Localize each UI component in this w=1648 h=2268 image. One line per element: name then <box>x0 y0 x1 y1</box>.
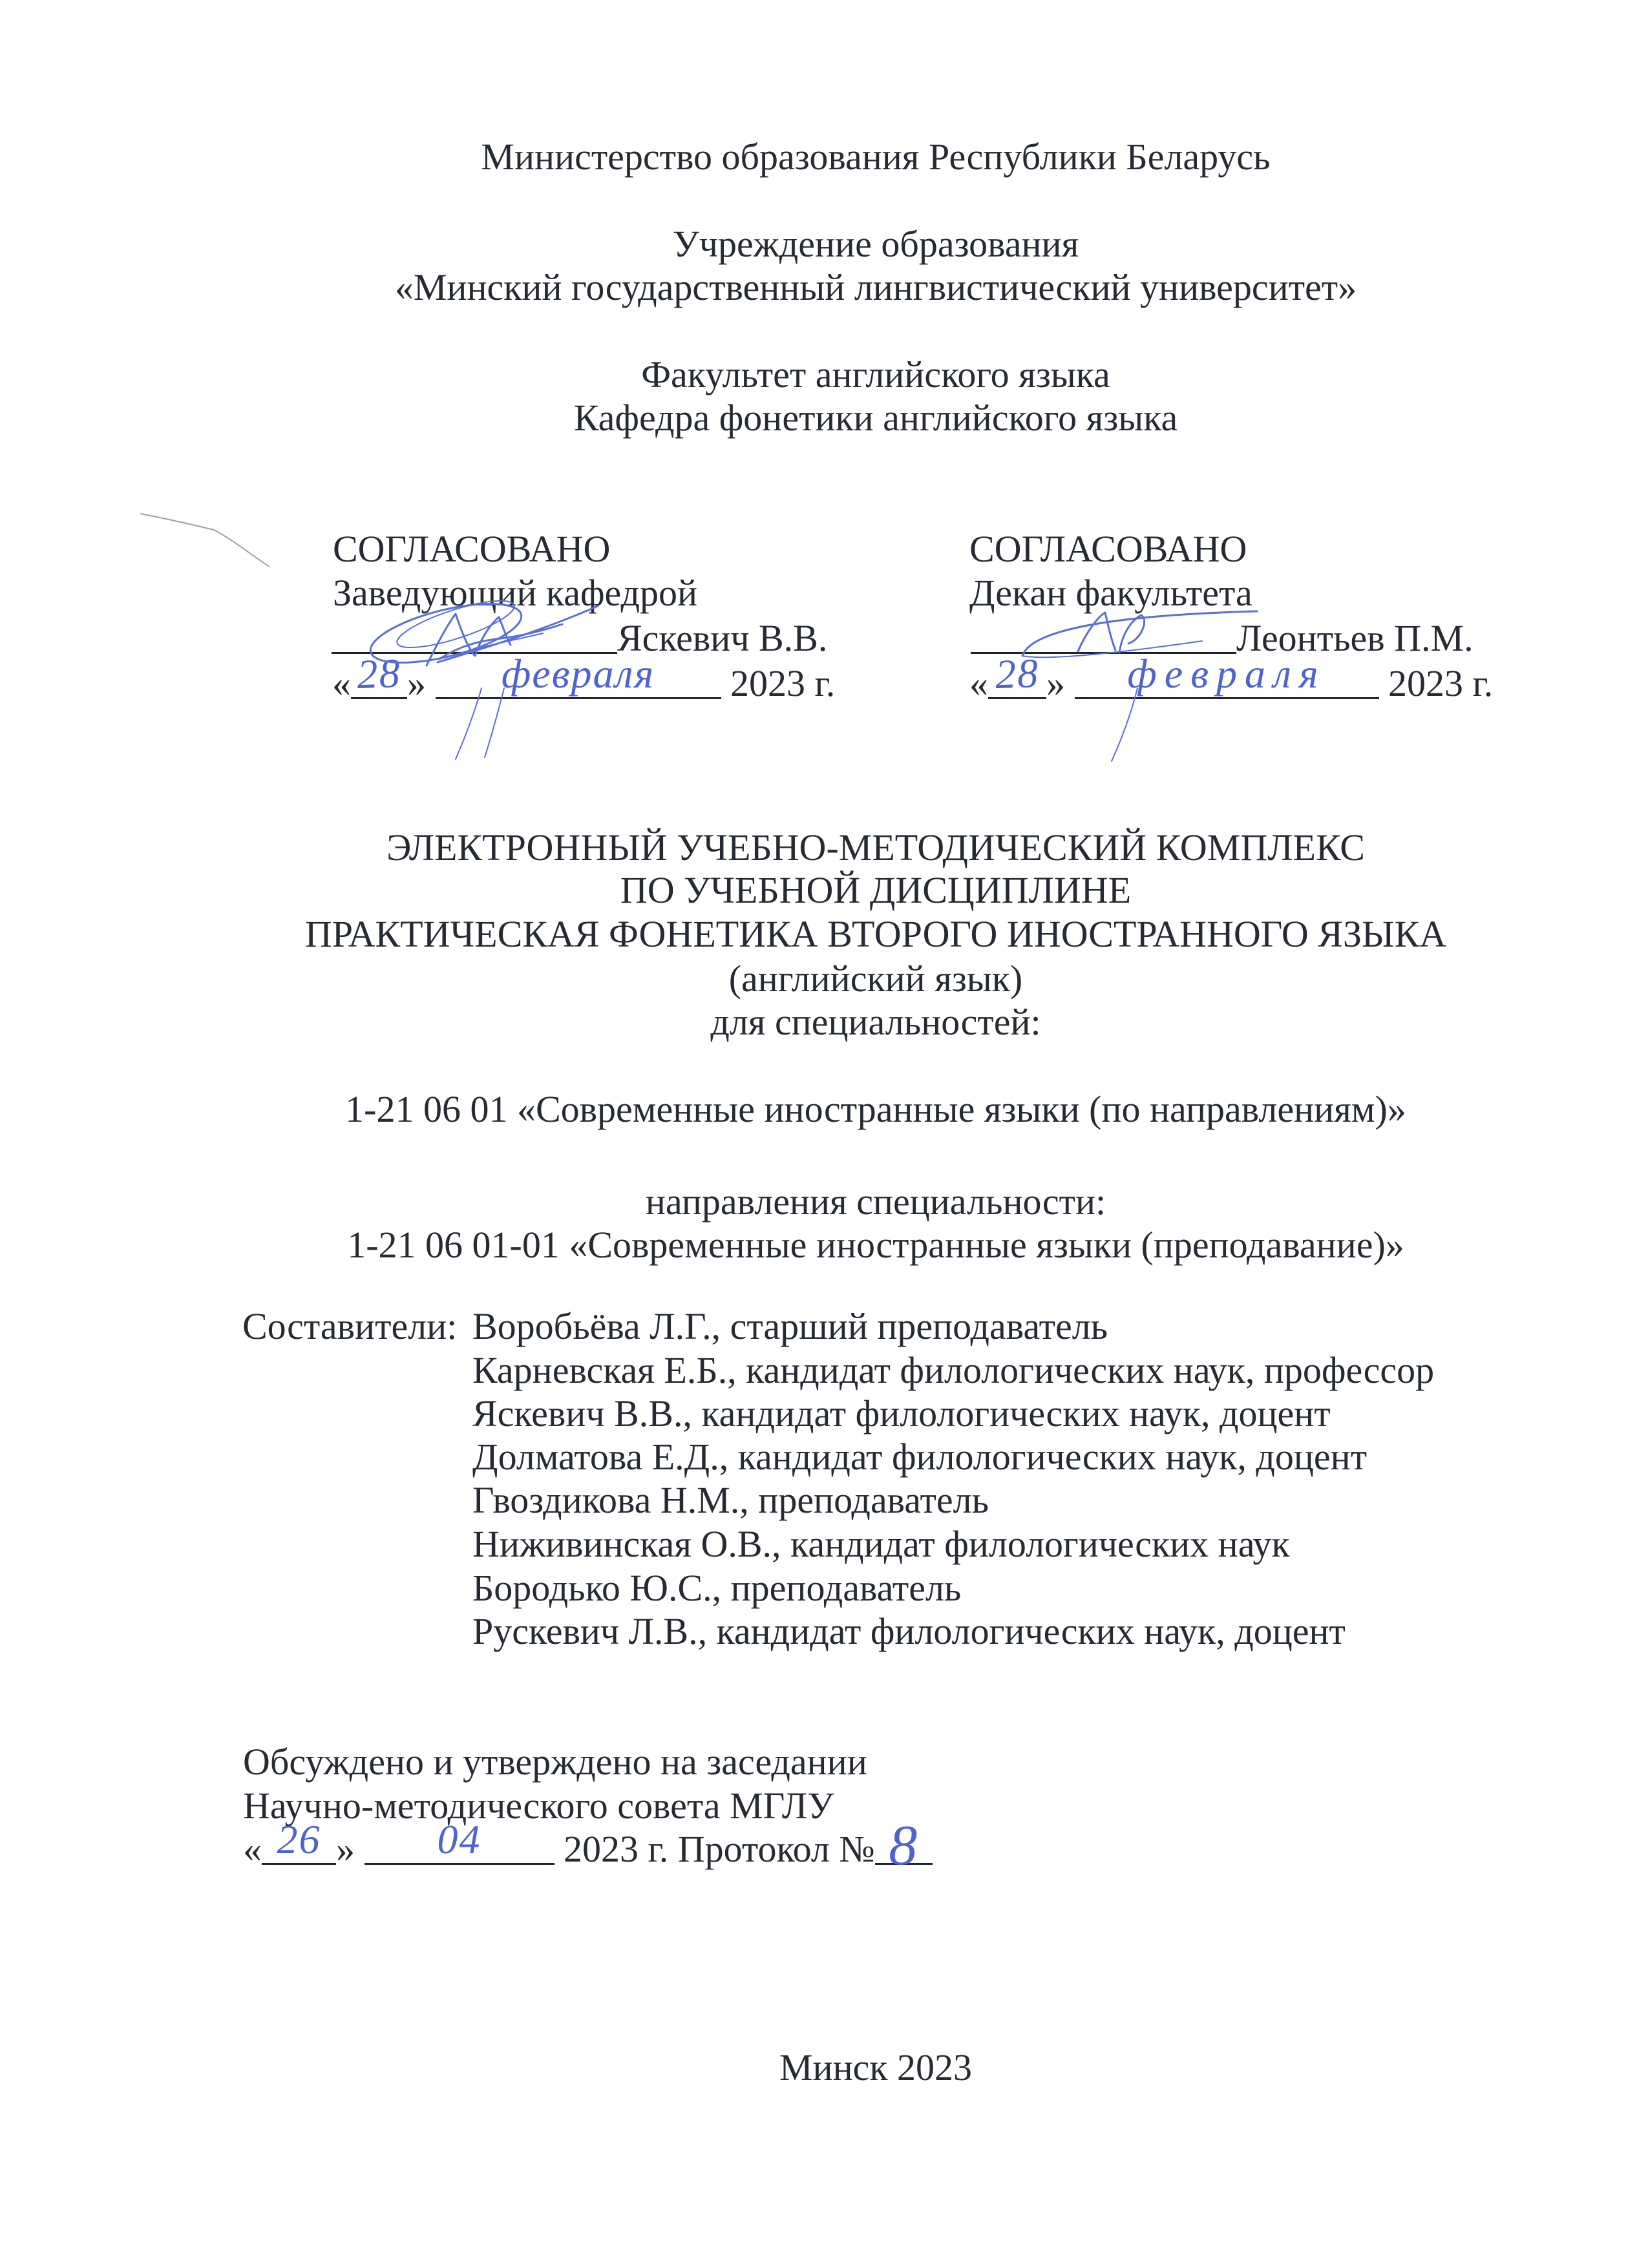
handwritten-protocol-number: 8 <box>889 1814 919 1877</box>
ministry-name: Министерство образования Республики Беларусь <box>481 136 1271 178</box>
signature-loop-inner <box>393 592 518 657</box>
department-name: Кафедра фонетики английского языка <box>573 397 1178 439</box>
compiler-item: Яскевич В.В., кандидат филологических наук, доцент <box>472 1392 1331 1434</box>
handwritten-month: февраля <box>501 651 655 697</box>
approval-year: 2023 г. <box>1388 662 1494 704</box>
scan-artifact-line <box>129 504 284 575</box>
approval-position: Декан факультета <box>969 572 1252 614</box>
city-year: Минск 2023 <box>779 2046 973 2088</box>
title-language: (английский язык) <box>728 958 1023 1000</box>
close-quote: » <box>336 1828 355 1870</box>
day-underline <box>351 649 407 699</box>
handwritten-day: 28 <box>356 649 402 698</box>
descender-stroke-2 <box>485 688 504 757</box>
compiler-item: Гвоздикова Н.М., преподаватель <box>472 1479 989 1521</box>
approver-name: Леонтьев П.М. <box>1236 617 1474 659</box>
title-for-specialties: для специальностей: <box>710 1001 1041 1043</box>
protocol-underline <box>875 1814 933 1877</box>
handwriting-descender-right <box>1092 685 1170 762</box>
close-quote: » <box>407 662 426 704</box>
signature-leontyev <box>1008 594 1280 666</box>
direction: 1-21 06 01-01 «Современные иностранные языки (преподавание)» <box>347 1224 1404 1266</box>
compiler-item: Бородько Ю.С., преподаватель <box>472 1567 962 1609</box>
month-underline <box>364 1816 555 1865</box>
descender-stroke <box>1112 688 1137 761</box>
compiler-item: Карневская Е.Б., кандидат филологических наук, профессор <box>472 1349 1435 1391</box>
handwritten-month: февраля <box>1127 651 1326 697</box>
council-line-1: Обсуждено и утверждено на заседании <box>243 1741 867 1783</box>
close-quote: » <box>1046 662 1065 704</box>
open-quote: « <box>332 662 351 704</box>
day-underline <box>262 1816 336 1865</box>
handwritten-day: 26 <box>277 1816 321 1862</box>
title-line-3: ПРАКТИЧЕСКАЯ ФОНЕТИКА ВТОРОГО ИНОСТРАННОГО ЯЗЫКА <box>304 913 1447 955</box>
approval-year: 2023 г. <box>730 662 836 704</box>
handwritten-month: 04 <box>437 1816 481 1862</box>
open-quote: « <box>969 662 988 704</box>
handwriting-descender-left <box>420 685 523 762</box>
approval-position: Заведующий кафедрой <box>333 572 698 614</box>
approval-heading: СОГЛАСОВАНО <box>333 528 611 570</box>
compiler-item: Рускевич Л.В., кандидат филологических наук, доцент <box>472 1610 1346 1652</box>
institution-type: Учреждение образования <box>672 223 1079 265</box>
handwritten-day: 28 <box>994 649 1041 698</box>
compiler-item: Долматова Е.Д., кандидат филологических наук, доцент <box>472 1436 1368 1478</box>
faculty-name: Факультет английского языка <box>641 353 1110 395</box>
university-name: «Минский государственный лингвистический университет» <box>394 266 1357 308</box>
approval-date-line <box>969 649 1494 704</box>
title-line-1: ЭЛЕКТРОННЫЙ УЧЕБНО-МЕТОДИЧЕСКИЙ КОМПЛЕКС <box>386 826 1365 868</box>
signature-letter-l <box>1078 613 1115 651</box>
approver-name: Яскевич В.В. <box>617 617 828 659</box>
open-quote: « <box>243 1828 262 1870</box>
day-underline <box>988 649 1046 699</box>
council-line-2: Научно-методического совета МГЛУ <box>243 1785 834 1827</box>
year-protocol-text: 2023 г. Протокол № <box>564 1828 875 1870</box>
approval-heading: СОГЛАСОВАНО <box>969 528 1247 570</box>
direction-label: направления специальности: <box>645 1181 1106 1223</box>
compilers-label: Составители: <box>242 1305 458 1347</box>
compiler-item: Ниживинская О.В., кандидат филологических наук <box>472 1523 1290 1565</box>
specialty: 1-21 06 01 «Современные иностранные языки (по направлениям)» <box>345 1088 1406 1130</box>
descender-stroke <box>456 688 481 759</box>
signature-yaskevich <box>349 569 672 672</box>
signature-loop <box>365 592 527 675</box>
scan-artifact-stroke <box>140 514 269 567</box>
compiler-item: Воробьёва Л.Г., старший преподаватель <box>472 1305 1108 1347</box>
council-date-line <box>243 1814 933 1877</box>
title-line-2: ПО УЧЕБНОЙ ДИСЦИПЛИНЕ <box>620 869 1132 911</box>
